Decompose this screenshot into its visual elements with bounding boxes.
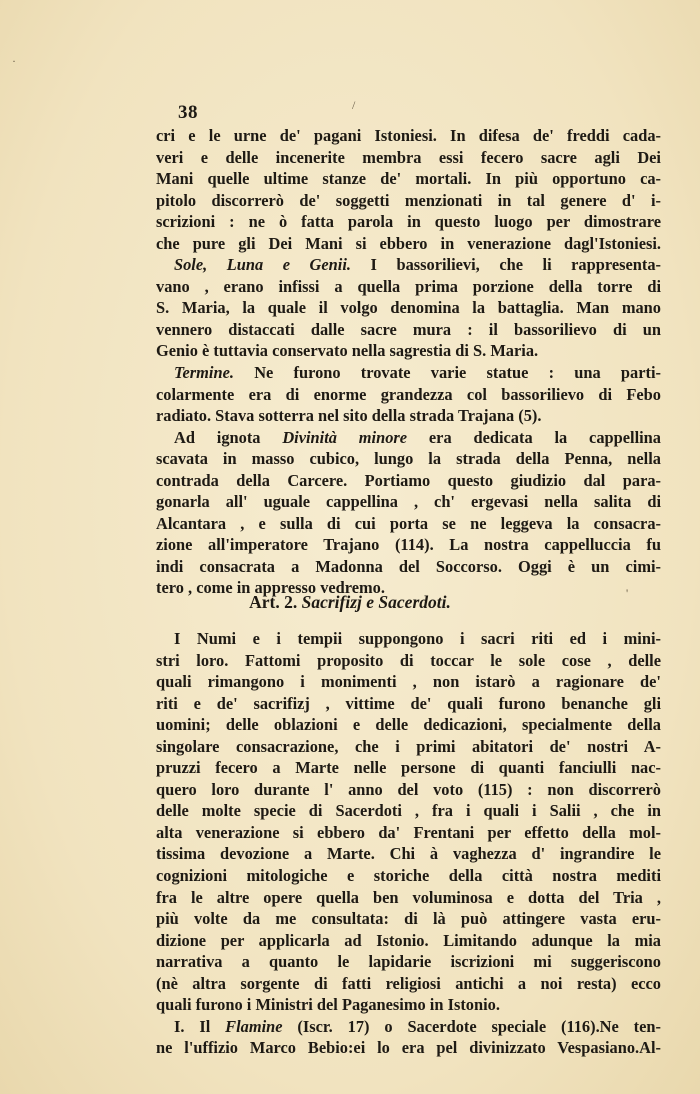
text-line: quali furono i Ministri del Paganesimo in Istonio. <box>156 995 500 1015</box>
text-line: Mani quelle ultime stanze de' mortali. In più opportuno ca- <box>156 169 661 189</box>
text-line: S. Maria, la quale il volgo denomina la battaglia. Man mano <box>156 298 661 318</box>
text-line: che pure gli Dei Mani si ebbero in venerazione dagl'Istoniesi. <box>156 233 661 253</box>
text-line: cri e le urne de' pagani Istoniesi. In difesa de' freddi cada- <box>156 126 661 145</box>
lead-term: Flamine <box>225 1016 283 1036</box>
text-line: singolare consacrazione, che i primi abitatori de' nostri A- <box>156 736 661 756</box>
text-line: vennero distaccati dalle sacre mura : il bassorilievo di un <box>156 319 661 339</box>
text-line: quali rimangono i monimenti , non istarò a ragionare de' <box>156 672 661 692</box>
text-line: (nè altra sorgente di fatti religiosi antichi a noi resta) ecco <box>156 973 661 993</box>
section-title: Sacrifizj e Sacerdoti. <box>301 592 451 612</box>
text-line: Ad ignota Divinità minore era dedicata la cappellina <box>174 427 661 447</box>
text-line: scrizioni : ne ò fatta parola in questo luogo per dimostrare <box>156 212 661 232</box>
text-line: narrativa a quanto le lapidarie iscrizioni mi suggeriscono <box>156 952 661 972</box>
text-line: Genio è tuttavia conservato nella sagrestia di S. Maria. <box>156 341 539 361</box>
text-line: cognizioni mitologiche e storiche della città nostra mediti <box>156 866 661 886</box>
text-line: tissima devozione a Marte. Chi à vaghezza d' ingrandire le <box>156 844 661 864</box>
text-line: Alcantara , e sulla di cui porta se ne leggeva la consacra- <box>156 513 661 533</box>
text-line: zione all'imperatore Trajano (114). La nostra cappelluccia fu <box>156 535 661 555</box>
text-line: delle molte specie di Sacerdoti , fra i quali i Salii , che in <box>156 801 661 821</box>
text-line: più volte da me consultata: di là può attingere vasta eru- <box>156 909 661 929</box>
lead-term: Sole, Luna e Genii. <box>174 255 351 275</box>
text-line: ne l'uffizio Marco Bebio:ei lo era pel divinizzato Vespasiano.Al- <box>156 1038 661 1058</box>
text-line: Termine. Ne furono trovate varie statue : una parti- <box>174 363 661 383</box>
lead-term: Termine. <box>174 363 234 383</box>
text-line: I. Il Flamine (Iscr. 17) o Sacerdote speciale (116).Ne ten- <box>174 1016 661 1036</box>
text-line: contrada della Carcere. Portiamo questo giudizio dal para- <box>156 470 661 490</box>
text-line: quero loro durante l' anno del voto (115) : non discorrerò <box>156 779 661 799</box>
text-line: Sole, Luna e Genii. I bassorilievi, che li rappresenta- <box>174 255 661 275</box>
text-line: uomini; delle oblazioni e delle dedicazioni, specialmente della <box>156 715 661 735</box>
text-line: alta venerazione si ebbero da' Frentani per effetto della mol- <box>156 822 661 842</box>
paper-speck: · <box>12 54 16 68</box>
lead-term: Divinità minore <box>282 427 408 447</box>
text-line: radiato. Stava sotterra nel sito della strada Trajana (5). <box>156 406 542 426</box>
text-line: stri loro. Fattomi proposito di toccar le sole cose , delle <box>156 650 661 670</box>
text-line: fra le altre opere quella ben voluminosa e dotta del Tria , <box>156 887 661 907</box>
text-line: veri e delle incenerite membra essi fecero sacre agli Dei <box>156 147 661 167</box>
section-heading: Art. 2. Sacrifizj e Sacerdoti. <box>249 592 451 612</box>
text-line: pruzzi fecero a Marte nelle persone di quanti fanciulli nac- <box>156 758 661 778</box>
text-line: gonarla all' uguale cappellina , ch' ergevasi nella salita di <box>156 492 661 512</box>
text-block-bottom <box>156 628 661 1059</box>
text-line: scavata in masso cubico, lungo la strada della Penna, nella <box>156 449 661 469</box>
text-line: tero , come in appresso vedremo. <box>156 578 385 598</box>
text-line: riti e de' sacrifizj , vittime de' quali furono benanche gli <box>156 693 661 713</box>
text-line: pitolo discorrerò de' soggetti menzionati in tal genere d' i- <box>156 190 661 210</box>
text-line: colarmente era di enorme grandezza col bassorilievo di Febo <box>156 384 661 404</box>
text-line: vano , erano infissi a quella prima porzione della torre di <box>156 276 661 296</box>
text-line: I Numi e i tempii suppongono i sacri riti ed i mini- <box>174 629 661 648</box>
text-block-top <box>156 125 661 599</box>
paper-speck: / <box>352 98 356 112</box>
text-line: dizione per applicarla ad Istonio. Limitando adunque la mia <box>156 930 661 950</box>
page-number: 38 <box>178 102 198 123</box>
text-line: indi consacrata a Madonna del Soccorso. Oggi è un cimi- <box>156 556 661 576</box>
paper-speck: ' <box>626 586 629 600</box>
